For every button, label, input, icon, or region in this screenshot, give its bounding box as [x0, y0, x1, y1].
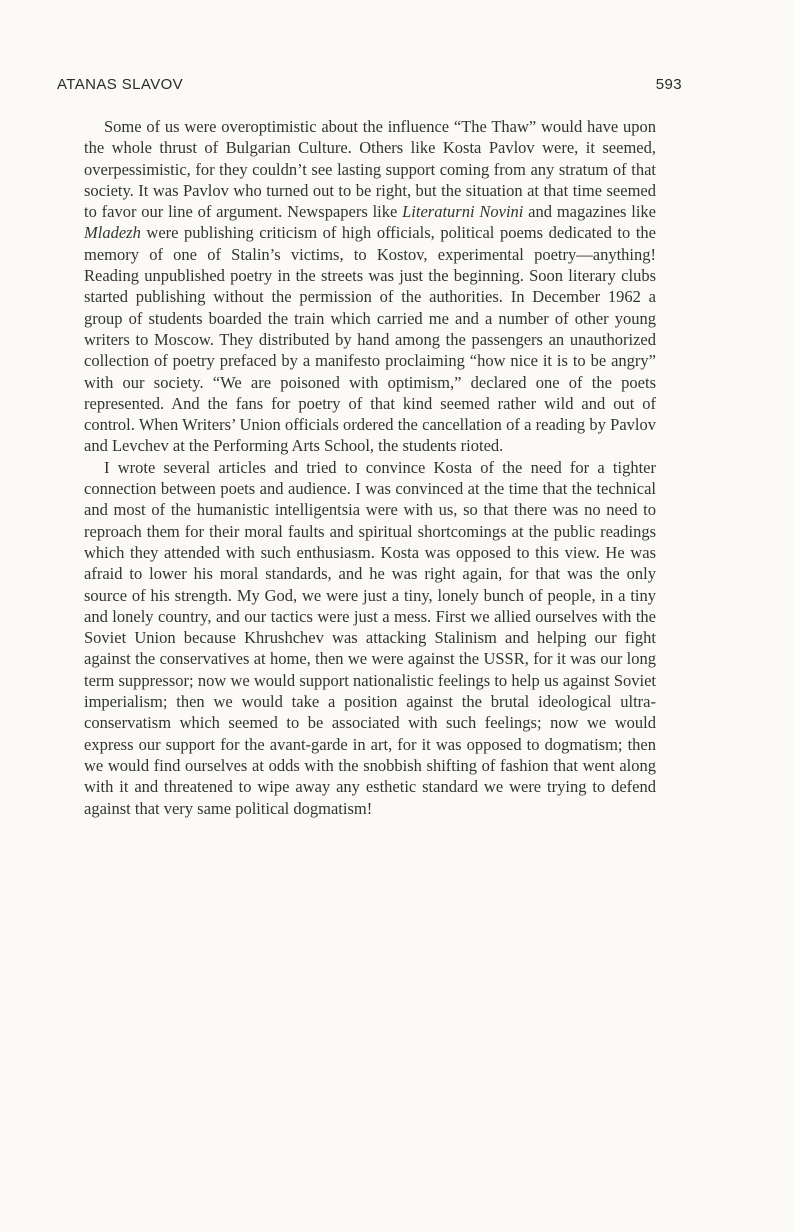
author-name: ATANAS SLAVOV	[57, 76, 184, 93]
text-segment: I wrote several articles and tried to convince Kosta of the need for a tighter connection between poets and audience. I was convinced at the time that the technical and most of the humanistic intelligentsia were with us, so that there was no need to reproach them for their moral faults and spiritual shortcomings at the public readings which they attended with such enthusiasm. Kosta was opposed to this view. He was afraid to lower his moral standards, and he was right again, for that was the only source of his strength. My God, we were just a tiny, lonely bunch of people, in a tiny and lonely country, and our tactics were just a mess. First we allied ourselves with the Soviet Union because Khrushchev was attacking Stalinism and helping our fight against the conservatives at home, then we were against the USSR, for it was our long term suppressor; now we would support nationalistic feelings to help us against Soviet imperialism; then we would take a position against the brutal ideological ultra-conservatism which seemed to be associated with such feelings; now we would express our support for the avant-garde in art, for it was opposed to dogmatism; then we would find ourselves at odds with the snobbish shifting of fashion that went along with it and threatened to wipe away any esthetic standard we were trying to defend against that very same political dogmatism!	[84, 457, 656, 818]
paragraph	[84, 116, 656, 457]
body-text	[84, 116, 656, 819]
running-head	[57, 76, 682, 96]
paragraph	[84, 457, 656, 819]
text-segment: were publishing criticism of high officials, political poems dedicated to the memory of one of Stalin’s victims, to Kostov, experimental poetry—anything! Reading unpublished poetry in the streets was just the beginning. Soon literary clubs started publishing without the permission of the authorities. In December 1962 a group of students boarded the train which carried me and a number of other young writers to Moscow. They distributed by hand among the passengers an unauthorized collection of poetry prefaced by a manifesto proclaiming “how nice it is to be angry” with our society. “We are poisoned with optimism,” declared one of the poets represented. And the fans for poetry of that kind seemed rather wild and out of control. When Writers’ Union officials ordered the cancellation of a reading by Pavlov and Levchev at the Performing Arts School, the students rioted.	[84, 223, 656, 456]
page-number: 593	[655, 76, 682, 93]
text-segment: Some of us were overoptimistic about the influence “The Thaw” would have upon the whole thrust of Bulgarian Culture. Others like Kosta Pavlov were, it seemed, overpessimistic, for they couldn’t see lasting support coming from any stratum of that society. It was Pavlov who turned out to be right, but the situation at that time seemed to favor our line of argument. Newspapers like	[84, 117, 656, 222]
text-segment: and magazines like	[523, 202, 656, 222]
magazine-title: Mladezh	[84, 223, 141, 243]
newspaper-title: Literaturni Novini	[402, 202, 524, 222]
